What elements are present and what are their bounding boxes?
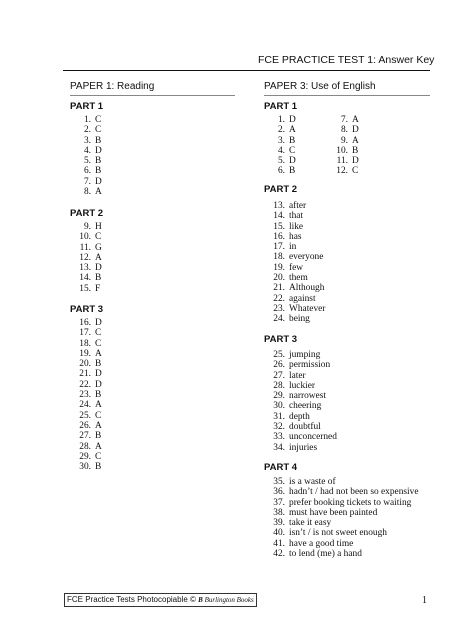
answer-text: B [95,462,102,473]
answer-text: B [289,166,296,177]
answer-text: to lend (me) a hand [289,549,362,560]
answer-text: after [289,201,307,211]
answer-text: D [289,156,296,167]
answer-text: A [95,420,102,431]
answer-text: D [95,263,102,274]
question-number: 17. [273,242,285,253]
answer-row [264,477,418,487]
question-number: 7. [340,115,348,125]
question-number: 39. [273,518,285,529]
answer-text: D [95,379,102,390]
header-rule [63,70,430,71]
answer-row [70,431,102,441]
answer-text: C [95,125,102,136]
publisher-name: Burlington Books [204,596,254,604]
answer-row [264,412,337,422]
question-number: 34. [273,442,285,453]
answer-text: D [95,318,102,328]
question-number: 25. [273,350,285,360]
answer-row [70,390,102,400]
answer-row [264,304,325,314]
question-number: 20. [273,273,285,284]
answer-text: A [352,135,359,146]
question-number: 3. [83,135,91,146]
answer-row [323,136,359,146]
answer-text: permission [289,360,331,371]
answer-row [70,442,102,452]
answer-row [70,411,102,421]
answer-text: A [289,125,296,136]
question-number: 24. [79,400,91,411]
answer-text: C [95,328,102,339]
question-number: 23. [273,303,285,314]
answer-text: D [95,369,102,380]
answer-row [323,125,359,135]
answer-text: is a waste of [289,477,336,487]
answer-text: like [289,221,304,232]
answer-row [70,243,102,253]
answer-row [264,350,337,360]
answer-text: A [95,252,102,263]
question-number: 26. [79,420,91,431]
paper3-title: PAPER 3: Use of English [264,81,376,92]
answer-text: C [95,451,102,462]
question-number: 1. [83,115,91,125]
question-number: 11. [79,242,91,253]
answer-text: B [95,390,102,401]
question-number: 19. [273,262,285,273]
answer-row [264,166,296,176]
answer-row [264,432,337,442]
answer-row [70,462,102,472]
question-number: 8. [340,125,348,136]
answer-row [70,263,102,273]
answer-text: A [352,115,359,125]
question-number: 21. [273,283,285,294]
answer-row [264,391,337,401]
answer-text: depth [289,411,310,422]
question-number: 37. [273,497,285,508]
answer-text: take it easy [289,518,332,529]
question-number: 25. [79,410,91,421]
answer-row [70,349,102,359]
answer-text: doubtful [289,422,321,433]
answer-text: C [289,145,296,156]
paper3-part1-col1 [264,115,296,177]
question-number: 19. [79,348,91,359]
answer-text: D [289,115,296,125]
answer-text: luckier [289,380,316,391]
question-number: 15. [273,221,285,232]
answer-text: D [95,145,102,156]
question-number: 12. [336,166,348,177]
question-number: 42. [273,549,285,560]
paper1-part3-title: PART 3 [70,304,104,315]
question-number: 1. [277,115,285,125]
answer-row [323,166,359,176]
paper3-part3-title: PART 3 [264,334,298,345]
answer-row [264,498,418,508]
answer-row [70,177,102,187]
question-number: 36. [273,487,285,498]
question-number: 28. [79,441,91,452]
answer-text: C [352,166,359,177]
answer-row [264,283,325,293]
answer-text: A [95,187,102,198]
answer-text: A [95,400,102,411]
answer-row [264,125,296,135]
answer-text: unconcerned [289,432,337,443]
answer-text: narrowest [289,391,326,402]
answer-row [264,381,337,391]
answer-row [264,487,418,497]
answer-row [264,273,325,283]
answer-row [264,252,325,262]
page-number: 1 [422,595,427,606]
answer-row [70,369,102,379]
question-number: 14. [79,273,91,284]
question-number: 16. [79,318,91,328]
answer-text: everyone [289,252,324,263]
question-number: 23. [79,390,91,401]
question-number: 13. [273,201,285,211]
answer-row [264,549,418,559]
answer-row [70,273,102,283]
question-number: 20. [79,359,91,370]
question-number: 6. [277,166,285,177]
answer-row [70,284,102,294]
answer-text: B [95,431,102,442]
question-number: 22. [79,379,91,390]
answer-text: in [289,242,297,253]
answer-text: H [95,222,102,232]
question-number: 28. [273,380,285,391]
question-number: 10. [79,232,91,243]
question-number: 10. [336,145,348,156]
question-number: 9. [340,135,348,146]
paper3-rule [264,95,430,96]
question-number: 5. [83,156,91,167]
answer-text: later [289,370,306,381]
answer-text: C [95,410,102,421]
answer-row [264,360,337,370]
answer-row [70,125,102,135]
question-number: 18. [273,252,285,263]
publisher-logo: B Burlington Books [198,596,254,604]
question-number: 38. [273,507,285,518]
paper1-title: PAPER 1: Reading [70,81,155,92]
answer-text: B [95,273,102,284]
question-number: 26. [273,360,285,371]
paper1-part3-list [70,318,102,472]
question-number: 5. [277,156,285,167]
answer-text: B [95,359,102,370]
question-number: 21. [79,369,91,380]
answer-row [70,156,102,166]
answer-row [264,508,418,518]
answer-text: few [289,262,304,273]
question-number: 15. [79,283,91,294]
answer-row [264,314,325,324]
question-number: 8. [83,187,91,198]
question-number: 30. [79,462,91,473]
answer-row [264,211,325,221]
answer-text: them [289,273,308,284]
answer-text: D [352,156,359,167]
answer-row [70,115,102,125]
paper3-part1-col2 [323,115,359,177]
answer-text: D [352,125,359,136]
answer-text: that [289,211,304,222]
answer-row [264,232,325,242]
answer-text: C [95,338,102,349]
answer-text: being [289,314,310,325]
question-number: 2. [277,125,285,136]
answer-text: has [289,231,302,242]
answer-row [264,371,337,381]
answer-row [323,146,359,156]
answer-row [264,263,325,273]
answer-text: B [95,166,102,177]
answer-row [70,318,102,328]
question-number: 33. [273,432,285,443]
question-number: 40. [273,528,285,539]
paper3-part3-list [264,350,337,453]
question-number: 27. [273,370,285,381]
answer-row [70,421,102,431]
answer-row [70,187,102,197]
answer-row [70,359,102,369]
question-number: 41. [273,538,285,549]
question-number: 6. [83,166,91,177]
answer-text: B [352,145,359,156]
question-number: 9. [83,222,91,232]
paper1-part1-title: PART 1 [70,101,104,112]
answer-row [70,166,102,176]
answer-text: C [95,115,102,125]
answer-text: prefer booking tickets to waiting [289,497,412,508]
answer-row [264,294,325,304]
answer-row [264,401,337,411]
answer-text: cheering [289,401,322,412]
answer-row [323,156,359,166]
answer-row [264,156,296,166]
answer-row [264,242,325,252]
answer-row [264,528,418,538]
answer-text: F [95,283,101,294]
footer-text: FCE Practice Tests Photocopiable © [67,595,199,604]
answer-text: must have been painted [289,507,378,518]
question-number: 27. [79,431,91,442]
paper1-part1-list [70,115,102,197]
answer-row [70,452,102,462]
answer-row [70,328,102,338]
question-number: 16. [273,231,285,242]
answer-text: isn’t / is not sweet enough [289,528,387,539]
footer-copyright [64,593,257,607]
question-number: 12. [79,252,91,263]
question-number: 13. [79,263,91,274]
question-number: 35. [273,477,285,487]
answer-text: have a good time [289,538,354,549]
answer-row [70,146,102,156]
question-number: 18. [79,338,91,349]
question-number: 32. [273,422,285,433]
answer-text: Whatever [289,303,326,314]
answer-row [264,201,325,211]
answer-text: G [95,242,102,253]
answer-row [70,339,102,349]
question-number: 4. [277,145,285,156]
question-number: 29. [273,391,285,402]
question-number: 2. [83,125,91,136]
answer-row [70,380,102,390]
answer-text: B [95,156,102,167]
paper3-part2-title: PART 2 [264,184,298,195]
answer-text: B [95,135,102,146]
question-number: 30. [273,401,285,412]
answer-row [264,518,418,528]
answer-row [264,115,296,125]
answer-text: A [95,348,102,359]
answer-text: against [289,293,316,304]
answer-row [70,232,102,242]
answer-text: B [289,135,296,146]
paper1-part2-list [70,222,102,294]
question-number: 11. [336,156,348,167]
question-number: 3. [277,135,285,146]
answer-row [323,115,359,125]
answer-row [264,443,337,453]
paper3-part4-list [264,477,418,559]
question-number: 14. [273,211,285,222]
paper3-part1-title: PART 1 [264,101,298,112]
header-title: FCE PRACTICE TEST 1: Answer Key [258,54,435,66]
question-number: 29. [79,451,91,462]
answer-text: A [95,441,102,452]
answer-text: hadn’t / had not been so expensive [289,487,419,498]
question-number: 31. [273,411,285,422]
answer-row [264,539,418,549]
answer-text: injuries [289,442,318,453]
answer-row [264,422,337,432]
question-number: 7. [83,176,91,187]
answer-row [70,222,102,232]
question-number: 4. [83,145,91,156]
answer-row [70,253,102,263]
paper3-part4-title: PART 4 [264,462,298,473]
answer-row [264,136,296,146]
answer-text: Although [289,283,325,294]
answer-row [70,136,102,146]
answer-row [264,146,296,156]
question-number: 22. [273,293,285,304]
answer-text: jumping [289,350,321,360]
answer-row [70,400,102,410]
paper3-part2-list [264,201,325,325]
paper1-rule [70,95,235,96]
paper1-part2-title: PART 2 [70,208,104,219]
answer-row [264,222,325,232]
answer-text: D [95,176,102,187]
question-number: 24. [273,314,285,325]
answer-text: C [95,232,102,243]
question-number: 17. [79,328,91,339]
